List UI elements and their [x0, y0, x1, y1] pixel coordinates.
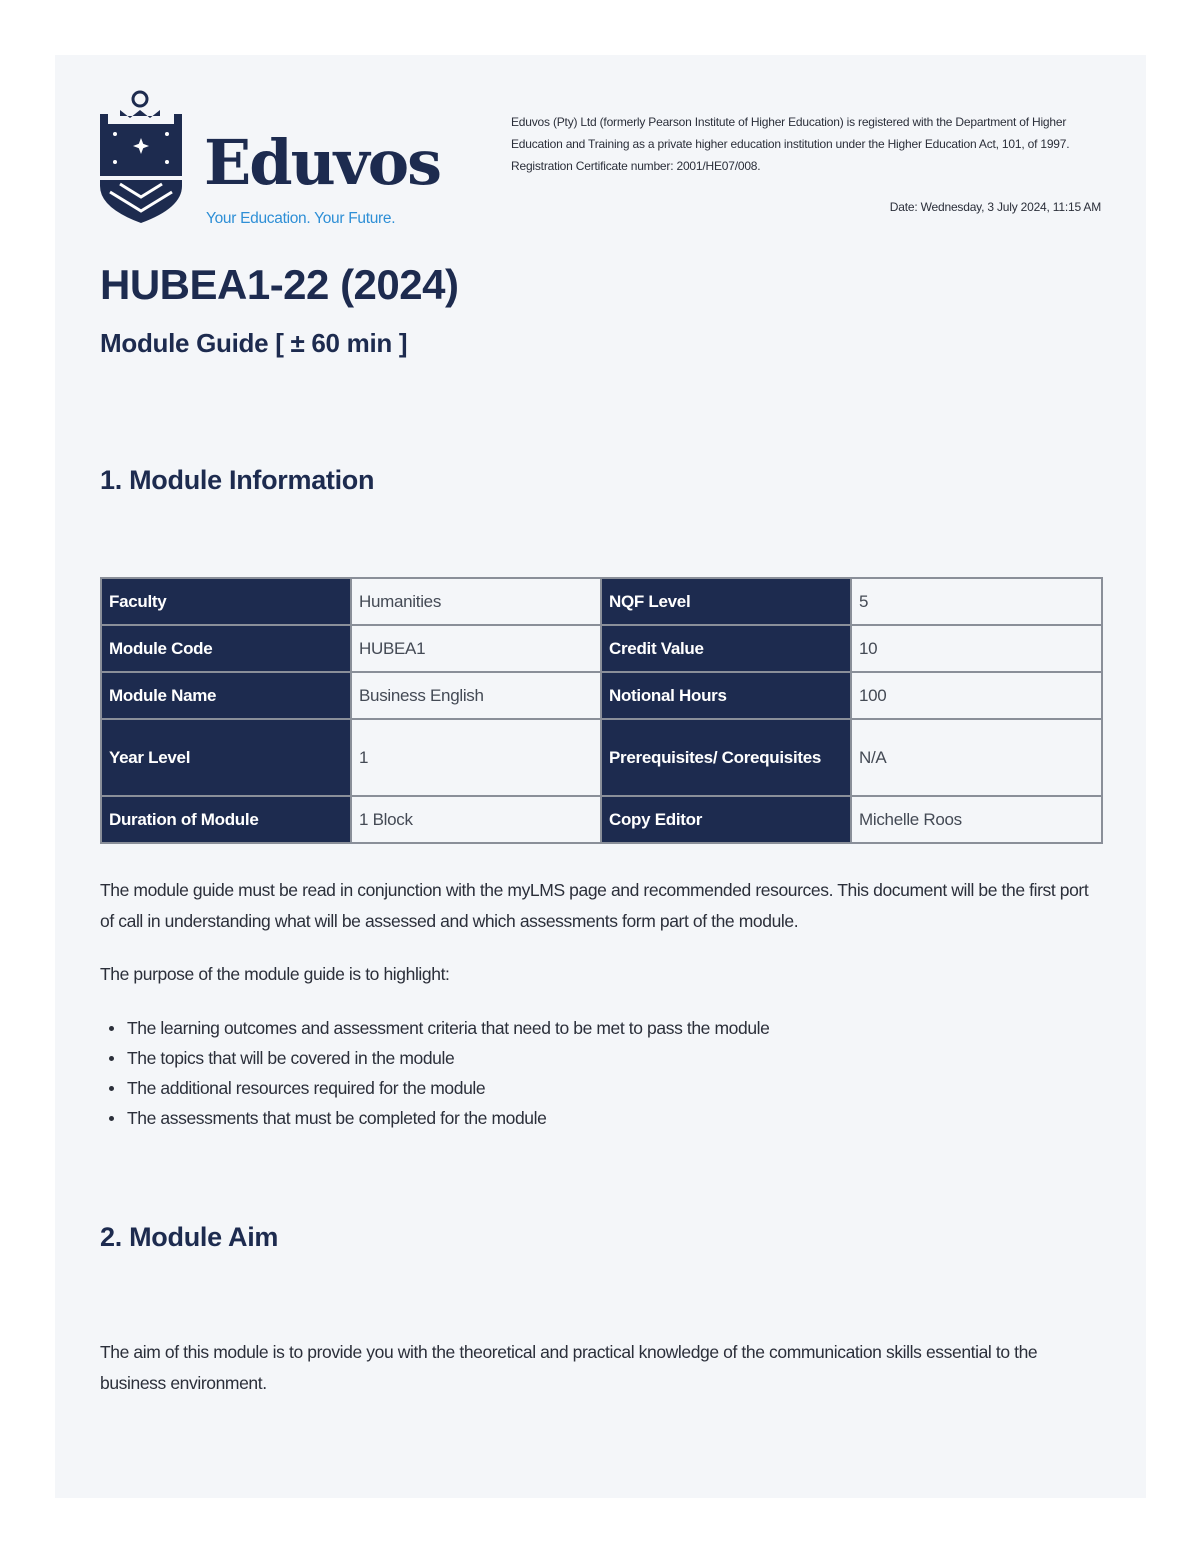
registration-text: Eduvos (Pty) Ltd (formerly Pearson Institute of Higher Education) is registered with the Department of Higher Education and Training as a private higher education institution under the Higher Education Act, 101, of 1997. Registration Certificate number: 2001/HE07/008. [511, 115, 1070, 173]
section-heading-module-information: 1. Module Information [100, 465, 375, 495]
list-item [100, 1013, 769, 1043]
list-item-text: The topics that will be covered in the module [127, 1048, 455, 1068]
shield-crest-icon [100, 88, 182, 223]
table-key-cell: NQF Level [601, 578, 851, 625]
module-information-table [100, 577, 1103, 844]
table-value-cell: 5 [851, 578, 1102, 625]
list-item-text: The additional resources required for the module [127, 1078, 486, 1098]
table-key-cell: Copy Editor [601, 796, 851, 843]
brand-name: Eduvos [204, 126, 440, 199]
table-key-cell: Module Name [101, 672, 351, 719]
table-row [101, 578, 1102, 625]
table-key-cell: Duration of Module [101, 796, 351, 843]
document-page [55, 55, 1146, 1498]
table-key-cell: Credit Value [601, 625, 851, 672]
bullet-icon [109, 1086, 114, 1091]
bullet-icon [109, 1116, 114, 1121]
module-aim-paragraph: The aim of this module is to provide you with the theoretical and practical knowledge of the communication skills essential to the business environment. [100, 1342, 1038, 1393]
table-key-cell: Notional Hours [601, 672, 851, 719]
table-value-cell: N/A [851, 719, 1102, 796]
bullet-icon [109, 1056, 114, 1061]
table-key-cell: Module Code [101, 625, 351, 672]
list-item [100, 1073, 769, 1103]
page-subtitle: Module Guide [ ± 60 min ] [100, 328, 408, 358]
list-item [100, 1103, 769, 1133]
list-item-text: The learning outcomes and assessment criteria that need to be met to pass the module [127, 1018, 770, 1038]
page-title: HUBEA1-22 (2024) [100, 261, 459, 308]
module-guide-intro-paragraph: The module guide must be read in conjunction with the myLMS page and recommended resources. This document will be the first port of call in understanding what will be assessed and which assessments form part of the module. [100, 880, 1089, 931]
table-value-cell: Humanities [351, 578, 601, 625]
table-value-cell: 100 [851, 672, 1102, 719]
list-item-text: The assessments that must be completed for the module [127, 1108, 547, 1128]
table-row [101, 719, 1102, 796]
section-heading-module-aim: 2. Module Aim [100, 1222, 279, 1252]
document-date: Date: Wednesday, 3 July 2024, 11:15 AM [889, 200, 1101, 214]
table-key-cell: Year Level [101, 719, 351, 796]
bullet-icon [109, 1026, 114, 1031]
table-row [101, 672, 1102, 719]
table-value-cell: 1 Block [351, 796, 601, 843]
table-value-cell: HUBEA1 [351, 625, 601, 672]
purpose-bullet-list [100, 1013, 769, 1133]
eduvos-logo [100, 88, 460, 227]
purpose-paragraph: The purpose of the module guide is to highlight: [100, 964, 450, 984]
table-row [101, 625, 1102, 672]
table-row [101, 796, 1102, 843]
table-value-cell: Business English [351, 672, 601, 719]
table-value-cell: 10 [851, 625, 1102, 672]
table-value-cell: Michelle Roos [851, 796, 1102, 843]
table-key-cell: Faculty [101, 578, 351, 625]
table-key-cell: Prerequisites/ Corequisites [601, 719, 851, 796]
list-item [100, 1043, 769, 1073]
brand-tagline: Your Education. Your Future. [206, 210, 396, 227]
table-value-cell: 1 [351, 719, 601, 796]
